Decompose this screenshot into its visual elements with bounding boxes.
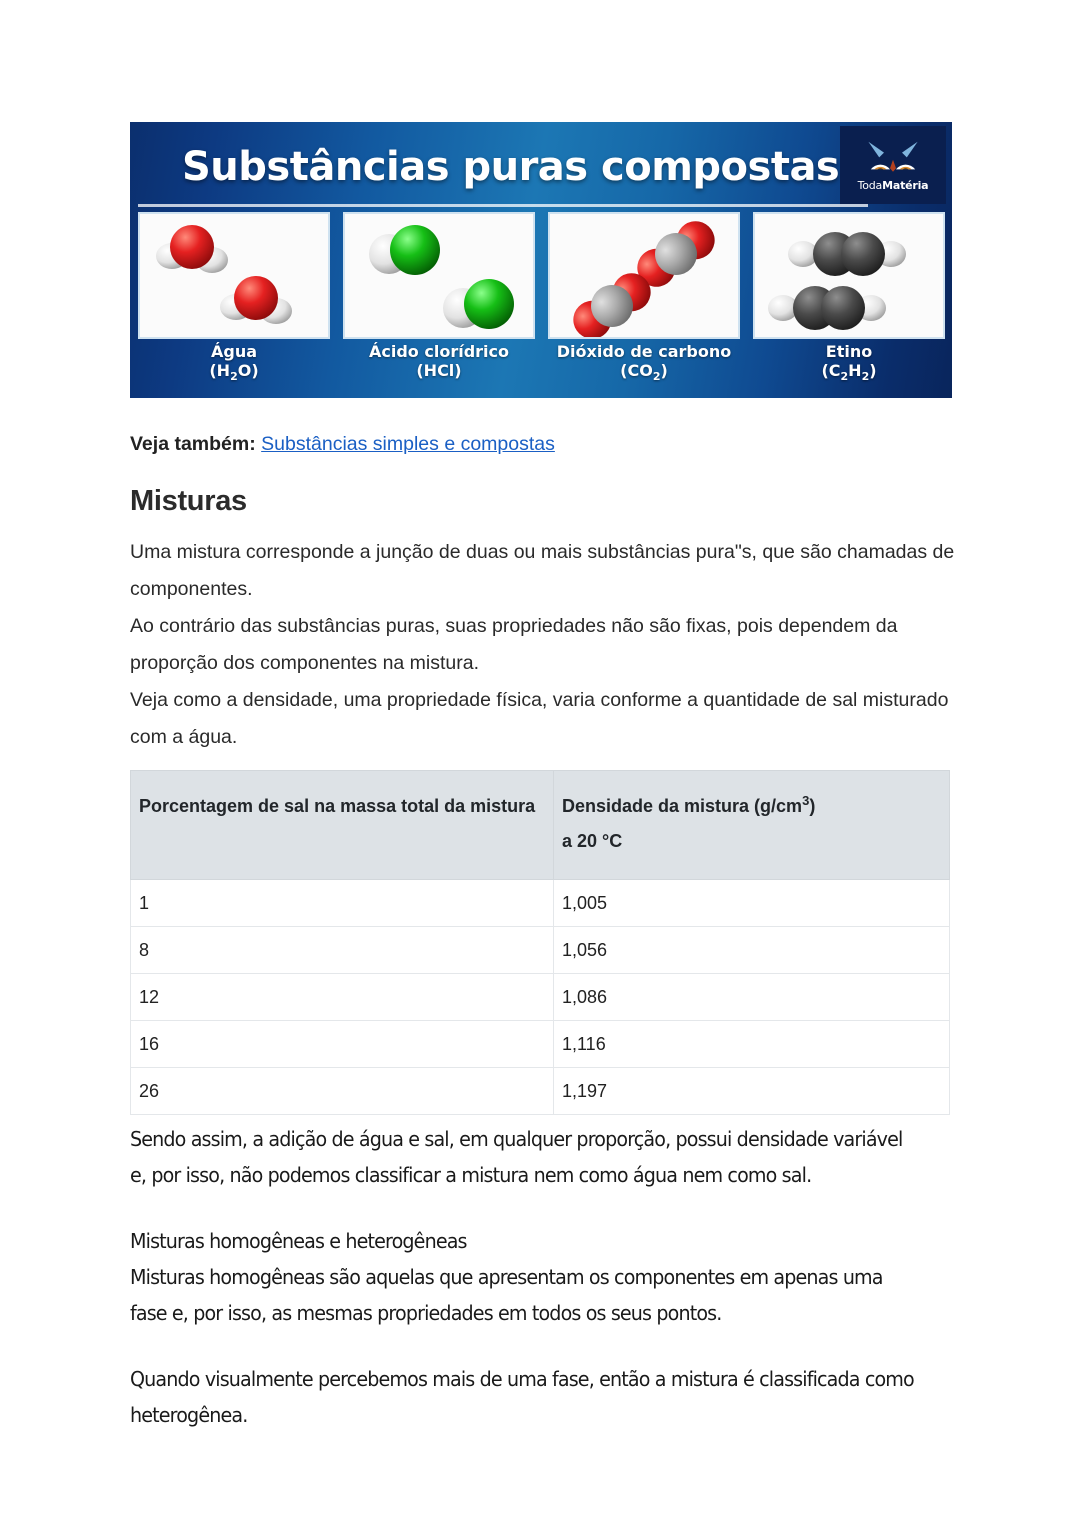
paragraph-misturas-homogeneas: Misturas homogêneas são aquelas que apresentam os componentes em apenas uma fase e, por isso, as mesmas propriedades em todos os seus pontos. xyxy=(130,1265,883,1326)
table-body xyxy=(131,880,950,1115)
cell-percent: 8 xyxy=(131,927,554,974)
banner-divider xyxy=(138,204,868,207)
owl-icon xyxy=(866,139,920,177)
hcl-molecule-svg xyxy=(345,214,535,339)
table-header-densidade-line1: Densidade da mistura (g/cm xyxy=(562,796,803,817)
see-also-label: Veja também: xyxy=(130,433,256,455)
panel-formula-etino: $(C_2H_2)$ xyxy=(821,360,877,384)
table-header-densidade-paren: ) xyxy=(809,796,816,817)
co2-molecule-svg xyxy=(550,214,740,339)
table-row xyxy=(131,927,950,974)
post-table-content xyxy=(130,1121,955,1433)
paragraph-sendo-assim: Sendo assim, a adição de água e sal, em qualquer proporção, possui densidade variável e, por isso, não podemos classificar a mistura nem como água nem como sal. xyxy=(130,1127,903,1188)
table-header-row xyxy=(131,771,950,880)
banner-image-substancias-puras-compostas xyxy=(130,122,952,398)
cell-percent: 26 xyxy=(131,1068,554,1115)
density-table xyxy=(130,770,950,1115)
cell-density: 1,116 xyxy=(554,1021,950,1068)
logo-word-toda: Toda xyxy=(857,178,883,192)
page-title: Misturas xyxy=(130,485,247,518)
cell-percent: 1 xyxy=(131,880,554,927)
logo-wordmark xyxy=(858,179,929,192)
panel-formula-agua: $(H_2O)$ xyxy=(209,360,259,384)
table-header-densidade-line2: a 20 °C xyxy=(562,831,623,852)
water-molecule xyxy=(138,212,330,339)
cell-density: 1,005 xyxy=(554,880,950,927)
paragraph-definicao-mistura: Uma mistura corresponde a junção de duas ou mais substâncias pura"s, que são chamadas de componentes. xyxy=(130,541,955,601)
table-row xyxy=(131,1021,950,1068)
carbon-dioxide-molecule xyxy=(548,212,740,339)
table-row xyxy=(131,1068,950,1115)
cell-percent: 16 xyxy=(131,1021,554,1068)
panel-caption-acido-cloridrico xyxy=(369,343,509,381)
water-molecule-svg xyxy=(140,214,330,339)
panel-name-agua: Água xyxy=(210,342,258,361)
logo-word-materia: Matéria xyxy=(882,178,929,192)
table-row xyxy=(131,880,950,927)
panel-name-dioxido-de-carbono: Dióxido de carbono xyxy=(556,342,732,361)
panel-caption-etino xyxy=(821,343,876,384)
document-content xyxy=(130,122,955,1433)
table-header-densidade-exponent: 3 xyxy=(802,793,810,809)
spacer xyxy=(130,1193,955,1223)
panel-formula-acido-cloridrico: (HCl) xyxy=(416,360,462,380)
cell-density: 1,086 xyxy=(554,974,950,1021)
see-also-link[interactable]: Substâncias simples e compostas xyxy=(261,433,555,455)
banner-title: Substâncias puras compostas xyxy=(182,144,840,190)
c2h2-molecule-svg xyxy=(755,214,945,339)
cell-density: 1,197 xyxy=(554,1068,950,1115)
table-head xyxy=(131,771,950,880)
hydrogen-chloride-molecule xyxy=(343,212,535,339)
panel-formula-dioxido-de-carbono: $(CO_2)$ xyxy=(620,360,668,384)
table-header-densidade xyxy=(554,771,950,880)
table-row xyxy=(131,974,950,1021)
cell-percent: 12 xyxy=(131,974,554,1021)
panel-caption-agua xyxy=(209,343,258,384)
cell-density: 1,056 xyxy=(554,927,950,974)
panel-agua xyxy=(138,212,330,392)
paragraph-densidade: Veja como a densidade, uma propriedade física, varia conforme a quantidade de sal misturado com a água. xyxy=(130,689,949,749)
paragraph-heterogenea: Quando visualmente percebemos mais de uma fase, então a mistura é classificada como heterogênea. xyxy=(130,1367,914,1428)
ethyne-molecule xyxy=(753,212,945,339)
paragraph-propriedades: Ao contrário das substâncias puras, suas propriedades não são fixas, pois dependem da proporção dos componentes na mistura. xyxy=(130,615,898,675)
subheading-misturas-homogeneas-heterogeneas: Misturas homogêneas e heterogêneas xyxy=(130,1229,467,1254)
table-header-porcentagem: Porcentagem de sal na massa total da mistura xyxy=(131,771,554,880)
panel-acido-cloridrico xyxy=(343,212,535,392)
see-also-line xyxy=(130,432,955,457)
panel-etino xyxy=(753,212,945,392)
panel-dioxido-de-carbono xyxy=(548,212,740,392)
panel-name-etino: Etino xyxy=(825,342,873,361)
panel-name-acido-cloridrico: Ácido clorídrico xyxy=(368,342,509,361)
spacer xyxy=(130,1331,955,1361)
todamateria-logo xyxy=(840,126,946,204)
molecule-panels xyxy=(138,212,944,392)
panel-caption-dioxido-de-carbono xyxy=(557,343,731,384)
